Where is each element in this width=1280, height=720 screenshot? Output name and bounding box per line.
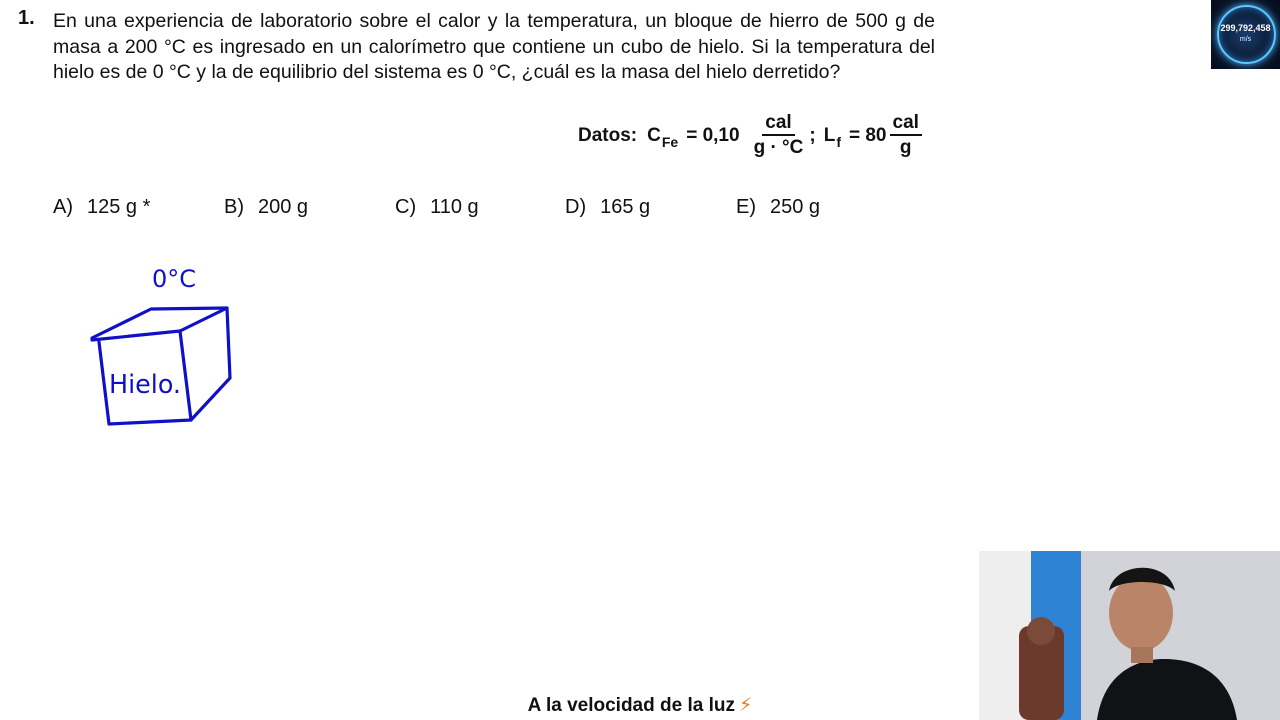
latent-heat-value: = 80 bbox=[848, 125, 887, 146]
latent-heat-unit-denominator: g bbox=[899, 137, 912, 158]
footer-caption bbox=[0, 694, 1280, 717]
box-label: Hielo. bbox=[109, 370, 181, 400]
specific-heat-unit-numerator: cal bbox=[762, 112, 794, 136]
question-number: 1. bbox=[18, 7, 35, 29]
latent-heat-unit bbox=[890, 112, 922, 160]
channel-logo bbox=[1211, 0, 1280, 69]
option-letter: A) bbox=[53, 196, 73, 218]
datos-line bbox=[578, 112, 925, 160]
option-d bbox=[565, 196, 650, 219]
option-value: 165 g bbox=[600, 196, 651, 218]
option-c bbox=[395, 196, 479, 219]
specific-heat-unit-denominator: g · °C bbox=[753, 137, 804, 158]
option-letter: C) bbox=[395, 196, 417, 218]
specific-heat-value: = 0,10 bbox=[686, 125, 740, 146]
datos-label: Datos: bbox=[578, 125, 638, 146]
specific-heat-unit bbox=[751, 112, 807, 160]
option-letter: B) bbox=[224, 196, 244, 218]
latent-heat-symbol: L bbox=[823, 125, 836, 146]
option-letter: D) bbox=[565, 196, 587, 218]
option-letter: E) bbox=[736, 196, 756, 218]
option-value: 250 g bbox=[770, 196, 821, 218]
ice-cube-sketch bbox=[0, 0, 300, 440]
logo-ring bbox=[1217, 5, 1276, 64]
option-value: 125 g * bbox=[87, 196, 151, 218]
logo-unit: m/s bbox=[1239, 36, 1252, 43]
latent-heat-unit-numerator: cal bbox=[890, 112, 922, 136]
temperature-note: 0°C bbox=[152, 265, 197, 293]
lightning-icon: ⚡ bbox=[738, 695, 753, 716]
option-e bbox=[736, 196, 820, 219]
latent-heat-subscript: f bbox=[836, 134, 841, 150]
specific-heat-subscript: Fe bbox=[661, 134, 679, 150]
footer-text: A la velocidad de la luz bbox=[527, 695, 735, 716]
cube-side-face bbox=[191, 308, 230, 420]
specific-heat-symbol: C bbox=[647, 125, 661, 146]
option-value: 200 g bbox=[258, 196, 309, 218]
datos-separator: ; bbox=[809, 125, 816, 146]
question-text: En una experiencia de laboratorio sobre el calor y la temperatura, un bloque de hierro de 500 g de masa a 200 °C es ingresado en un calorímetro que contiene un cubo de hielo. Si la temperatura del hielo es de 0 °C y la de equilibrio del sistema es 0 °C, ¿cuál es la masa del hielo derretido? bbox=[53, 10, 935, 83]
logo-speed: 299,792,458 bbox=[1220, 23, 1271, 33]
option-value: 110 g bbox=[430, 196, 479, 218]
